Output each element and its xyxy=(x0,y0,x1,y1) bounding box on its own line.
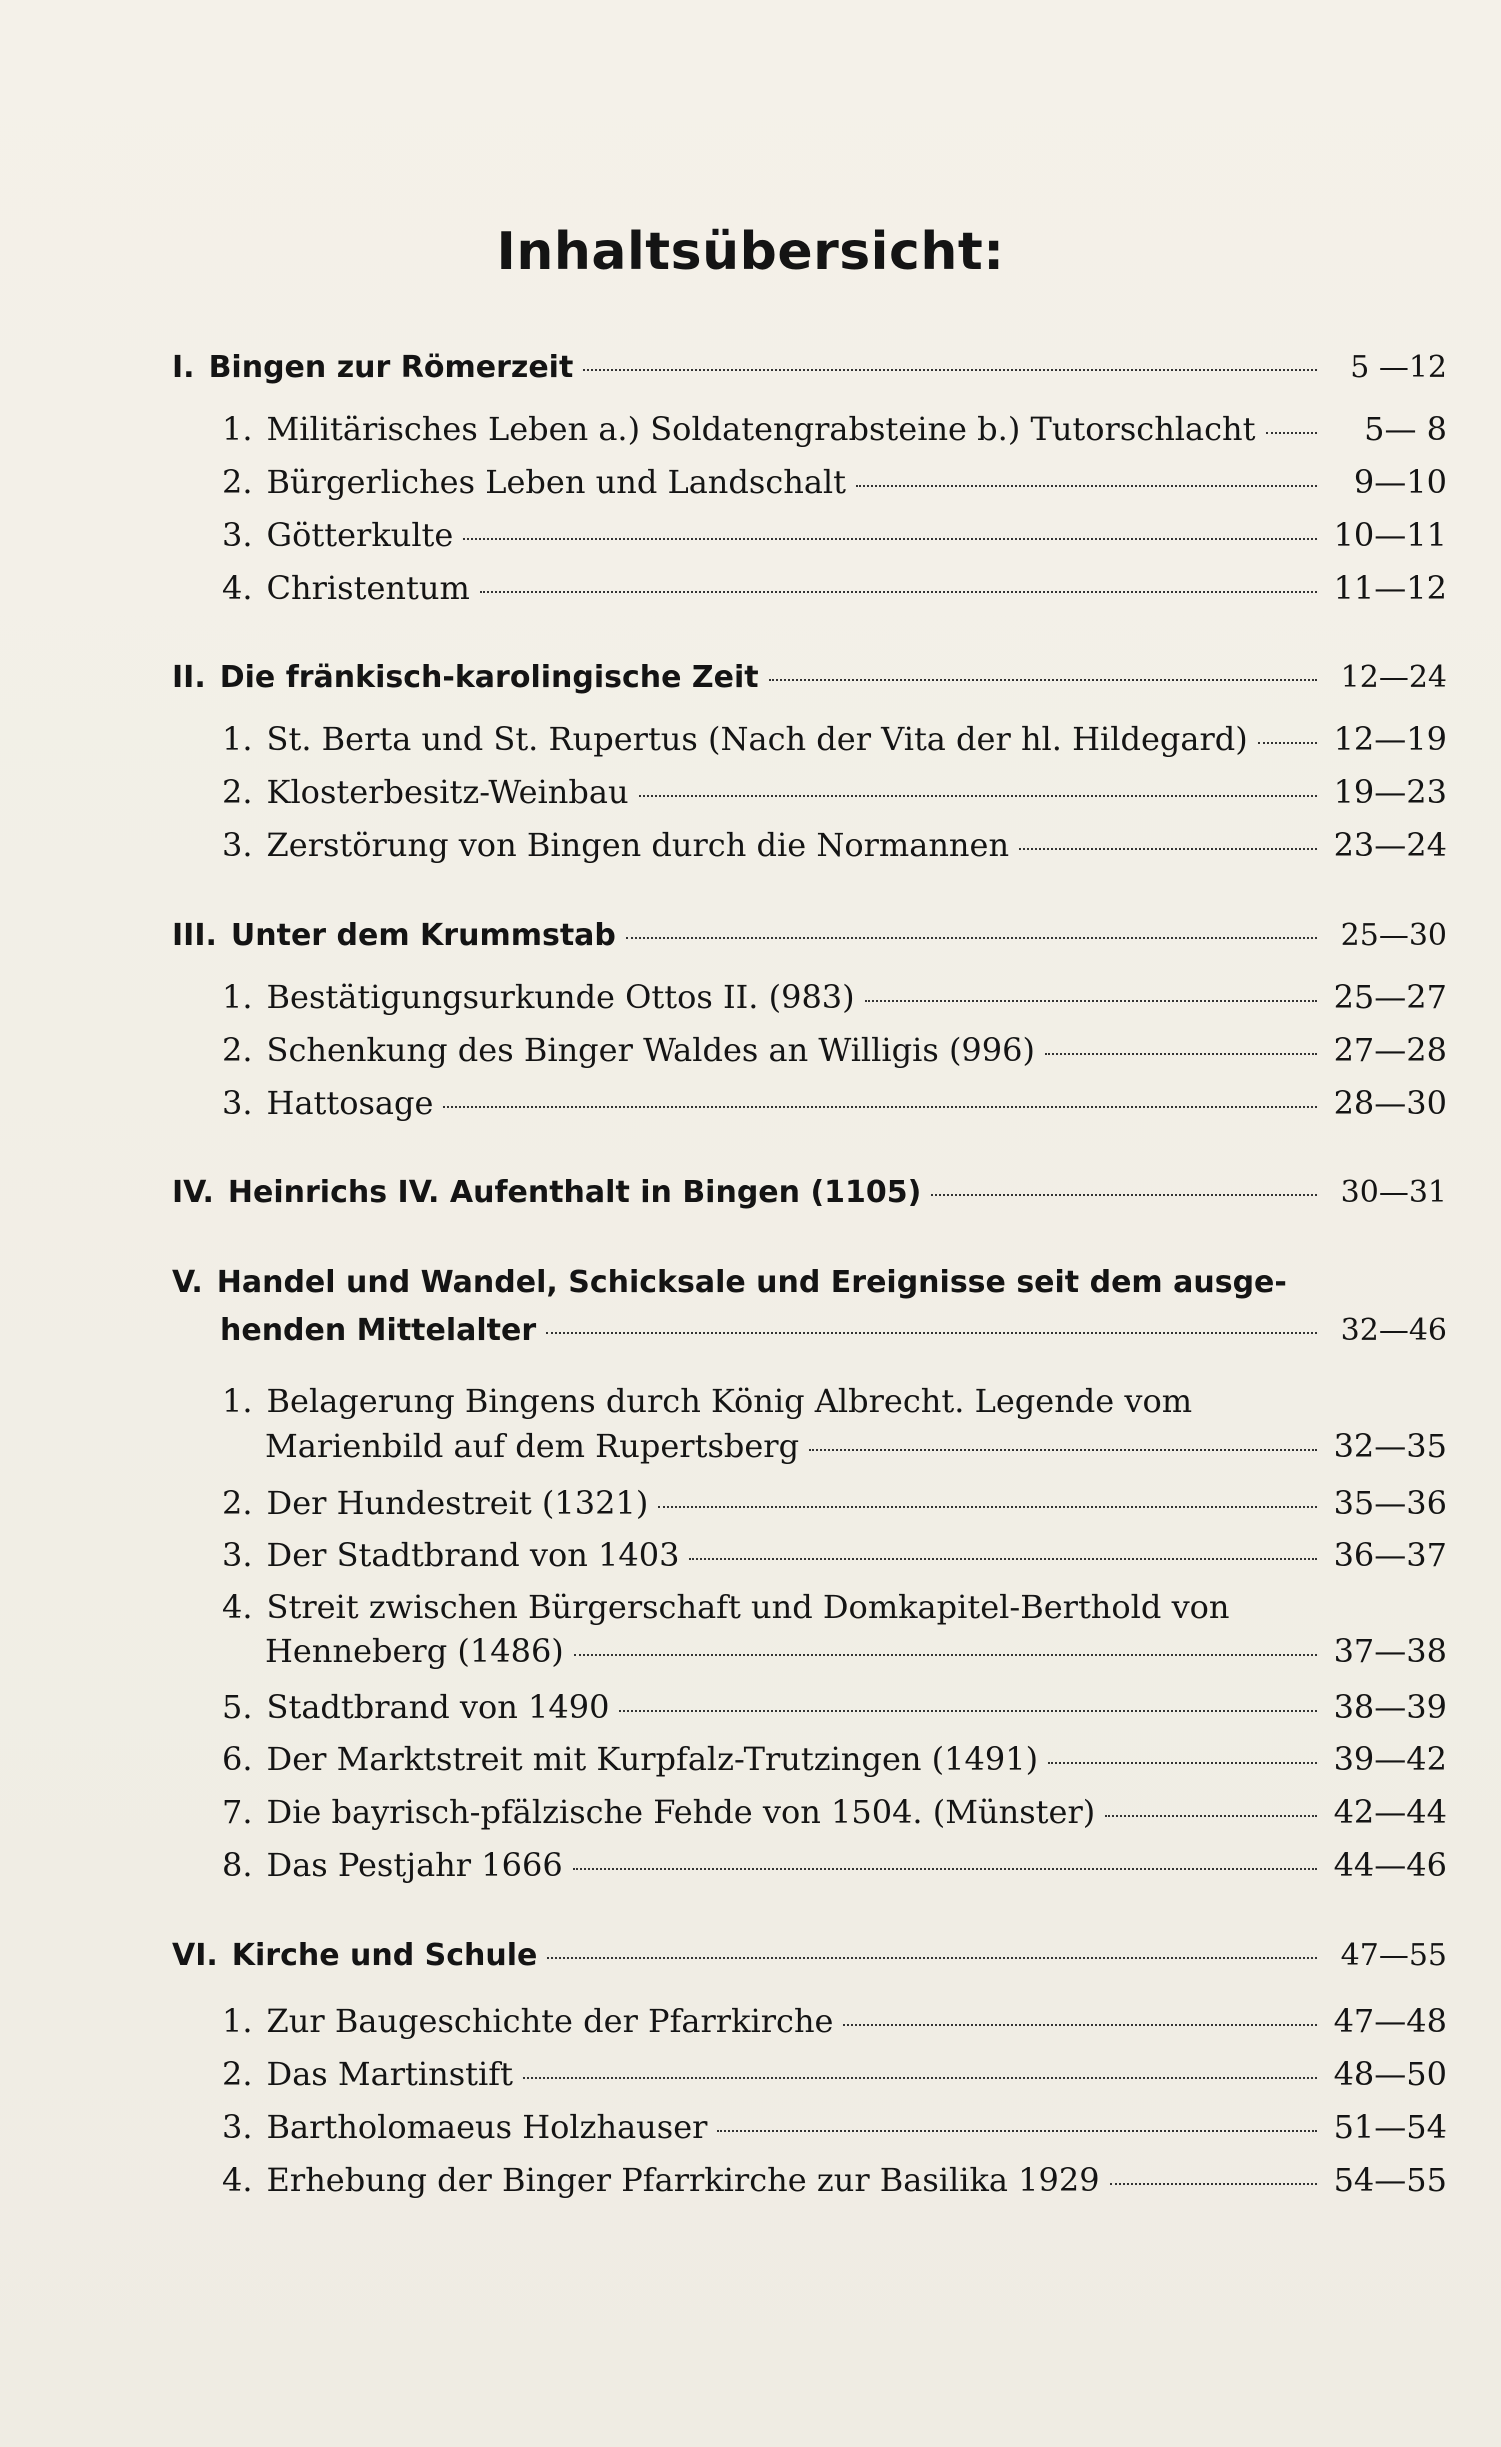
dot-leader xyxy=(639,795,1317,797)
entry-number: 2. xyxy=(222,1484,253,1522)
entry-title: Erhebung der Binger Pfarrkirche zur Basilika 1929 xyxy=(266,2161,1100,2199)
entry-pages: 51—54 xyxy=(1333,2108,1447,2146)
toc-entry-continued xyxy=(265,1427,1447,1465)
entry-title: Der Hundestreit (1321) xyxy=(266,1484,649,1522)
dot-leader xyxy=(1105,1815,1317,1817)
entry-pages: 47—55 xyxy=(1340,1938,1447,1973)
dot-leader xyxy=(626,937,1317,939)
dot-leader xyxy=(1019,848,1317,850)
entry-number: V. xyxy=(172,1265,203,1300)
entry-pages: 27—28 xyxy=(1333,1031,1447,1069)
entry-number: 4. xyxy=(222,1588,253,1626)
toc-entry xyxy=(222,1740,1447,1778)
entry-number: VI. xyxy=(172,1938,218,1973)
entry-number: 2. xyxy=(222,1031,253,1069)
entry-number: 3. xyxy=(222,1084,253,1122)
entry-pages: 42—44 xyxy=(1333,1793,1447,1831)
dot-leader xyxy=(931,1194,1317,1196)
entry-title: Stadtbrand von 1490 xyxy=(266,1688,610,1726)
entry-pages: 25—30 xyxy=(1340,918,1447,953)
entry-pages: 19—23 xyxy=(1333,773,1447,811)
toc-entry xyxy=(222,1688,1447,1726)
entry-pages: 23—24 xyxy=(1333,826,1447,864)
toc-entry xyxy=(222,1536,1447,1574)
dot-leader xyxy=(619,1710,1317,1712)
entry-pages: 11—12 xyxy=(1333,569,1447,607)
toc-entry xyxy=(222,826,1447,864)
entry-title: Das Martinstift xyxy=(266,2055,513,2093)
toc-section-6 xyxy=(172,1938,1447,1973)
toc-entry xyxy=(222,1382,1447,1420)
toc-entry-continued xyxy=(265,1632,1447,1670)
entry-pages: 32—35 xyxy=(1333,1427,1447,1465)
dot-leader xyxy=(1048,1762,1317,1764)
entry-title: Schenkung des Binger Waldes an Willigis (996) xyxy=(266,1031,1035,1069)
entry-pages: 38—39 xyxy=(1333,1688,1447,1726)
dot-leader xyxy=(443,1106,1317,1108)
toc-entry xyxy=(222,1793,1447,1831)
dot-leader xyxy=(547,1957,1317,1959)
entry-number: 1. xyxy=(222,720,253,758)
entry-title: Bartholomaeus Holzhauser xyxy=(266,2108,708,2146)
entry-number: 1. xyxy=(222,410,253,448)
entry-number: 1. xyxy=(222,1382,253,1420)
toc-entry xyxy=(222,2055,1447,2093)
dot-leader xyxy=(1110,2183,1317,2185)
entry-pages: 30—31 xyxy=(1340,1175,1447,1210)
entry-pages: 28—30 xyxy=(1333,1084,1447,1122)
entry-pages: 10—11 xyxy=(1333,516,1447,554)
entry-number: 3. xyxy=(222,516,253,554)
dot-leader xyxy=(583,369,1317,371)
entry-title: Handel und Wandel, Schicksale und Ereignisse seit dem ausge- xyxy=(216,1265,1287,1300)
entry-pages: 9—10 xyxy=(1353,463,1447,501)
entry-pages: 37—38 xyxy=(1333,1632,1447,1670)
entry-number: I. xyxy=(172,350,195,385)
dot-leader xyxy=(769,679,1317,681)
dot-leader xyxy=(463,538,1317,540)
toc-section-5-continued xyxy=(220,1313,1447,1348)
toc-entry xyxy=(222,1588,1447,1626)
entry-number: 4. xyxy=(222,2161,253,2199)
entry-pages: 47—48 xyxy=(1333,2002,1447,2040)
entry-number: III. xyxy=(172,918,217,953)
entry-pages: 36—37 xyxy=(1333,1536,1447,1574)
entry-number: 7. xyxy=(222,1793,253,1831)
entry-pages: 35—36 xyxy=(1333,1484,1447,1522)
entry-pages: 5 —12 xyxy=(1350,350,1447,385)
toc-entry xyxy=(222,463,1447,501)
entry-title: Götterkulte xyxy=(266,516,454,554)
toc-entry xyxy=(222,516,1447,554)
toc-section-1 xyxy=(172,350,1447,385)
entry-pages: 54—55 xyxy=(1333,2161,1447,2199)
toc-entry xyxy=(222,410,1447,448)
toc-section-5 xyxy=(172,1265,1447,1300)
entry-title: Bürgerliches Leben und Landschalt xyxy=(266,463,847,501)
dot-leader xyxy=(843,2024,1317,2026)
toc-entry xyxy=(222,2002,1447,2040)
toc-entry xyxy=(222,569,1447,607)
entry-title: Zerstörung von Bingen durch die Normannen xyxy=(266,826,1010,864)
page-title: Inhaltsübersicht: xyxy=(496,222,1005,282)
toc-entry xyxy=(222,720,1447,758)
toc-section-4 xyxy=(172,1175,1447,1210)
entry-title: Christentum xyxy=(266,569,470,607)
entry-title: Militärisches Leben a.) Soldatengrabsteine b.) Tutorschlacht xyxy=(266,410,1256,448)
entry-title: Das Pestjahr 1666 xyxy=(266,1846,563,1884)
toc-entry xyxy=(222,1846,1447,1884)
entry-title: Belagerung Bingens durch König Albrecht. Legende vom xyxy=(266,1382,1193,1420)
entry-title: Bingen zur Römerzeit xyxy=(208,350,574,385)
dot-leader xyxy=(480,591,1317,593)
entry-number: 4. xyxy=(222,569,253,607)
entry-title: Zur Baugeschichte der Pfarrkirche xyxy=(266,2002,834,2040)
entry-pages: 48—50 xyxy=(1333,2055,1447,2093)
dot-leader xyxy=(809,1449,1317,1451)
toc-entry xyxy=(222,978,1447,1016)
entry-title: Streit zwischen Bürgerschaft und Domkapitel-Berthold von xyxy=(266,1588,1230,1626)
entry-number: 1. xyxy=(222,2002,253,2040)
toc-entry xyxy=(222,2161,1447,2199)
entry-number: 3. xyxy=(222,2108,253,2146)
entry-title: Henneberg (1486) xyxy=(265,1632,564,1670)
entry-title: henden Mittelalter xyxy=(220,1313,537,1348)
entry-pages: 44—46 xyxy=(1333,1846,1447,1884)
entry-number: 1. xyxy=(222,978,253,1016)
dot-leader xyxy=(1258,742,1317,744)
entry-title: Der Marktstreit mit Kurpfalz-Trutzingen (1491) xyxy=(266,1740,1039,1778)
entry-number: 3. xyxy=(222,1536,253,1574)
entry-title: St. Berta und St. Rupertus (Nach der Vita der hl. Hildegard) xyxy=(266,720,1248,758)
dot-leader xyxy=(658,1506,1317,1508)
entry-number: IV. xyxy=(172,1175,214,1210)
entry-number: 2. xyxy=(222,463,253,501)
dot-leader xyxy=(1045,1053,1317,1055)
entry-pages: 39—42 xyxy=(1333,1740,1447,1778)
entry-title: Die bayrisch-pfälzische Fehde von 1504. (Münster) xyxy=(266,1793,1096,1831)
entry-title: Klosterbesitz-Weinbau xyxy=(266,773,629,811)
entry-pages: 12—19 xyxy=(1333,720,1447,758)
entry-pages: 12—24 xyxy=(1340,660,1447,695)
entry-number: 3. xyxy=(222,826,253,864)
toc-entry xyxy=(222,1084,1447,1122)
entry-title: Hattosage xyxy=(266,1084,434,1122)
entry-number: 6. xyxy=(222,1740,253,1778)
entry-pages: 5— 8 xyxy=(1364,410,1447,448)
dot-leader xyxy=(573,1868,1317,1870)
entry-title: Kirche und Schule xyxy=(231,1938,538,1973)
toc-entry xyxy=(222,1031,1447,1069)
dot-leader xyxy=(1266,432,1318,434)
toc-section-2 xyxy=(172,660,1447,695)
entry-number: II. xyxy=(172,660,206,695)
toc-entry xyxy=(222,773,1447,811)
dot-leader xyxy=(689,1558,1317,1560)
dot-leader xyxy=(856,485,1317,487)
dot-leader xyxy=(717,2130,1317,2132)
dot-leader xyxy=(574,1654,1317,1656)
entry-number: 2. xyxy=(222,773,253,811)
entry-title: Heinrichs IV. Aufenthalt in Bingen (1105) xyxy=(227,1175,922,1210)
entry-title: Der Stadtbrand von 1403 xyxy=(266,1536,680,1574)
entry-title: Die fränkisch-karolingische Zeit xyxy=(219,660,759,695)
toc-entry xyxy=(222,2108,1447,2146)
entry-number: 2. xyxy=(222,2055,253,2093)
entry-pages: 25—27 xyxy=(1333,978,1447,1016)
dot-leader xyxy=(546,1332,1317,1334)
toc-section-3 xyxy=(172,918,1447,953)
entry-title: Bestätigungsurkunde Ottos II. (983) xyxy=(266,978,855,1016)
dot-leader xyxy=(523,2077,1317,2079)
entry-pages: 32—46 xyxy=(1340,1313,1447,1348)
entry-title: Unter dem Krummstab xyxy=(230,918,616,953)
dot-leader xyxy=(865,1000,1317,1002)
toc-entry xyxy=(222,1484,1447,1522)
entry-number: 5. xyxy=(222,1688,253,1726)
entry-title: Marienbild auf dem Rupertsberg xyxy=(265,1427,800,1465)
entry-number: 8. xyxy=(222,1846,253,1884)
